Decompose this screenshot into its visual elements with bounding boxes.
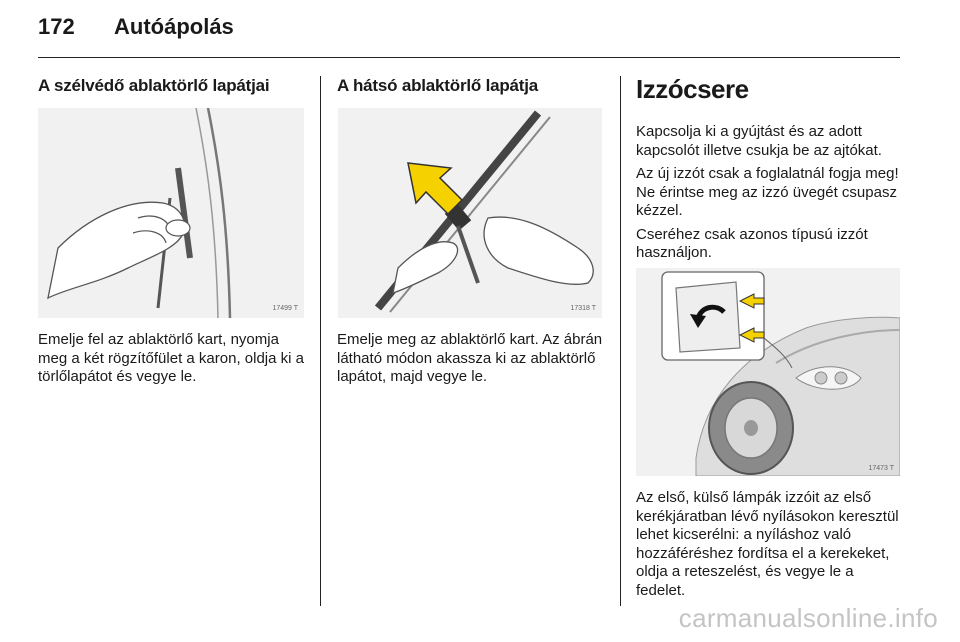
page-number: 172 (38, 14, 75, 39)
front-wiper-text: Emelje fel az ablaktörlő kart, nyomja meg a két rögzítőfület a karon, oldja ki a törlőlapátot és vegye le. (38, 331, 304, 385)
rear-wiper-text: Emelje meg az ablaktörlő kart. Az ábrán látható módon akassza ki az ablaktörlő lapátot, majd vegye le. (337, 331, 603, 385)
arrow-up-left-icon (408, 163, 462, 214)
page-section-title: Autóápolás (114, 14, 234, 39)
column-rear-wiper (337, 76, 605, 96)
header-rule (38, 57, 900, 58)
front-wiper-illustration (38, 108, 304, 318)
front-wiper-heading: A szélvédő ablaktörlő lapátjai (38, 76, 270, 95)
bulb-instruction-paragraph: Kapcsolja ki a gyújtást és az adott kapcsolót illetve csukja be az ajtókat. (636, 123, 882, 159)
bulb-instructions (636, 123, 906, 263)
rear-wiper-figure-code: 17318 T (570, 305, 596, 312)
bulb-instruction-paragraph: Cseréhez csak azonos típusú izzót használjon. (636, 225, 868, 261)
column-divider (620, 76, 621, 606)
bulb-instruction-paragraph: Az új izzót csak a foglalatnál fogja meg! Ne érintse meg az izzó üvegét csupasz kézzel. (636, 165, 899, 219)
rear-wiper-heading: A hátsó ablaktörlő lapátja (337, 76, 539, 95)
rear-wiper-text-block (337, 331, 605, 387)
column-bulb-replacement (636, 76, 906, 268)
bulb-figure-code: 17473 T (868, 465, 894, 472)
page-header (38, 14, 234, 44)
rear-wiper-illustration (338, 108, 602, 318)
column-divider (320, 76, 321, 606)
bulb-access-text: Az első, külső lámpák izzóit az első kerékjáratban lévő nyílásokon keresztül lehet kicserélni: a nyíláshoz való hozzáféréshez fordítsa el a kerekeket, oldja a reteszelést, és vegye le a fedelet. (636, 489, 899, 599)
bulb-replacement-heading: Izzócsere (636, 74, 749, 104)
front-wiper-figure-code: 17499 T (272, 305, 298, 312)
bulb-access-text-block (636, 489, 906, 600)
front-wiper-text-block (38, 331, 306, 387)
bulb-replacement-illustration (636, 268, 900, 476)
column-front-wiper (38, 76, 306, 96)
watermark: carmanualsonline.info (678, 603, 938, 633)
